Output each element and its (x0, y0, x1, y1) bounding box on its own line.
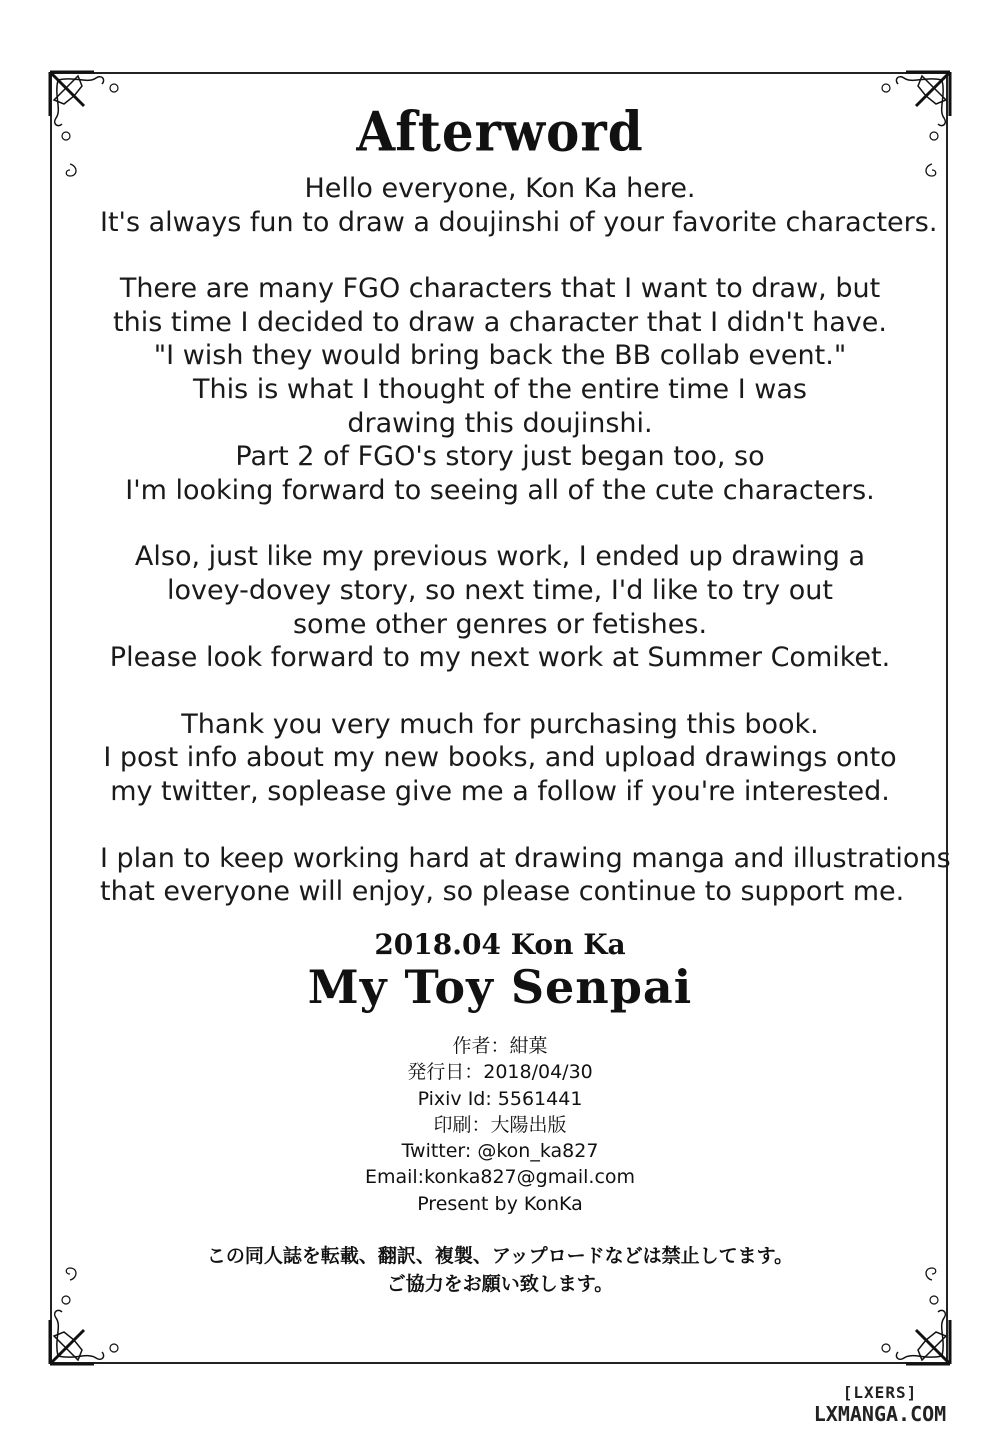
credit-twitter: Twitter: @kon_ka827 (401, 1140, 599, 1163)
text-line: some other genres or fetishes. (292, 608, 708, 640)
paragraph (100, 540, 900, 674)
notice-line: この同人誌を転載、翻訳、複製、アップロードなどは禁止してます。 (206, 1245, 794, 1267)
paragraph (100, 172, 938, 239)
watermark-top: [LXERS] (842, 1383, 918, 1402)
afterword-body (100, 172, 951, 942)
text-line: I post info about my new books, and upload drawings onto (103, 742, 897, 774)
notice-line: ご協力をお願い致します。 (386, 1273, 614, 1295)
text-line: this time I decided to draw a character that I didn't have. (113, 306, 887, 338)
text-line: Thank you very much for purchasing this book. (181, 708, 819, 740)
paragraph (100, 708, 900, 809)
text-line: drawing this doujinshi. (347, 407, 653, 439)
swirl-ornament (58, 162, 82, 186)
credit-author: 作者：紺菓 (452, 1035, 548, 1057)
text-line: Hello everyone, Kon Ka here. (304, 173, 696, 204)
credit-publish-date: 発行日：2018/04/30 (407, 1061, 593, 1084)
text-line: I'm looking forward to seeing all of the cute characters. (125, 474, 875, 506)
signature-date-author: 2018.04 Kon Ka (374, 928, 626, 961)
paragraph (100, 272, 900, 507)
text-line: lovey-dovey story, so next time, I'd like to try out (167, 574, 833, 606)
text-line: my twitter, soplease give me a follow if you're interested. (110, 775, 890, 807)
watermark (800, 1383, 960, 1426)
text-line: There are many FGO characters that I want to draw, but (119, 273, 881, 305)
credit-pixiv-id: Pixiv Id: 5561441 (417, 1087, 583, 1110)
text-line: This is what I thought of the entire time I was (193, 373, 807, 405)
page-title: Afterword (356, 99, 644, 164)
text-line: Also, just like my previous work, I ended up drawing a (134, 541, 866, 573)
text-line: "I wish they would bring back the BB collab event." (153, 340, 847, 372)
copyright-notice (0, 1242, 1000, 1298)
watermark-site: LXMANGA.COM (813, 1402, 947, 1426)
credit-printer: 印刷：大陽出版 (433, 1113, 567, 1136)
text-line: Part 2 of FGO's story just began too, so (235, 441, 765, 473)
credits-block (0, 1033, 1000, 1217)
paragraph (100, 842, 951, 909)
book-title: My Toy Senpai (307, 960, 693, 1014)
text-line: Please look forward to my next work at Summer Comiket. (109, 642, 891, 674)
text-line: I plan to keep working hard at drawing manga and illustrations (100, 842, 951, 874)
credit-email: Email:konka827@gmail.com (364, 1166, 636, 1189)
text-line: that everyone will enjoy, so please continue to support me. (100, 876, 905, 908)
text-line: It's always fun to draw a doujinshi of your favorite characters. (100, 206, 938, 238)
credit-present-by: Present by KonKa (417, 1192, 583, 1215)
swirl-ornament (920, 162, 944, 186)
